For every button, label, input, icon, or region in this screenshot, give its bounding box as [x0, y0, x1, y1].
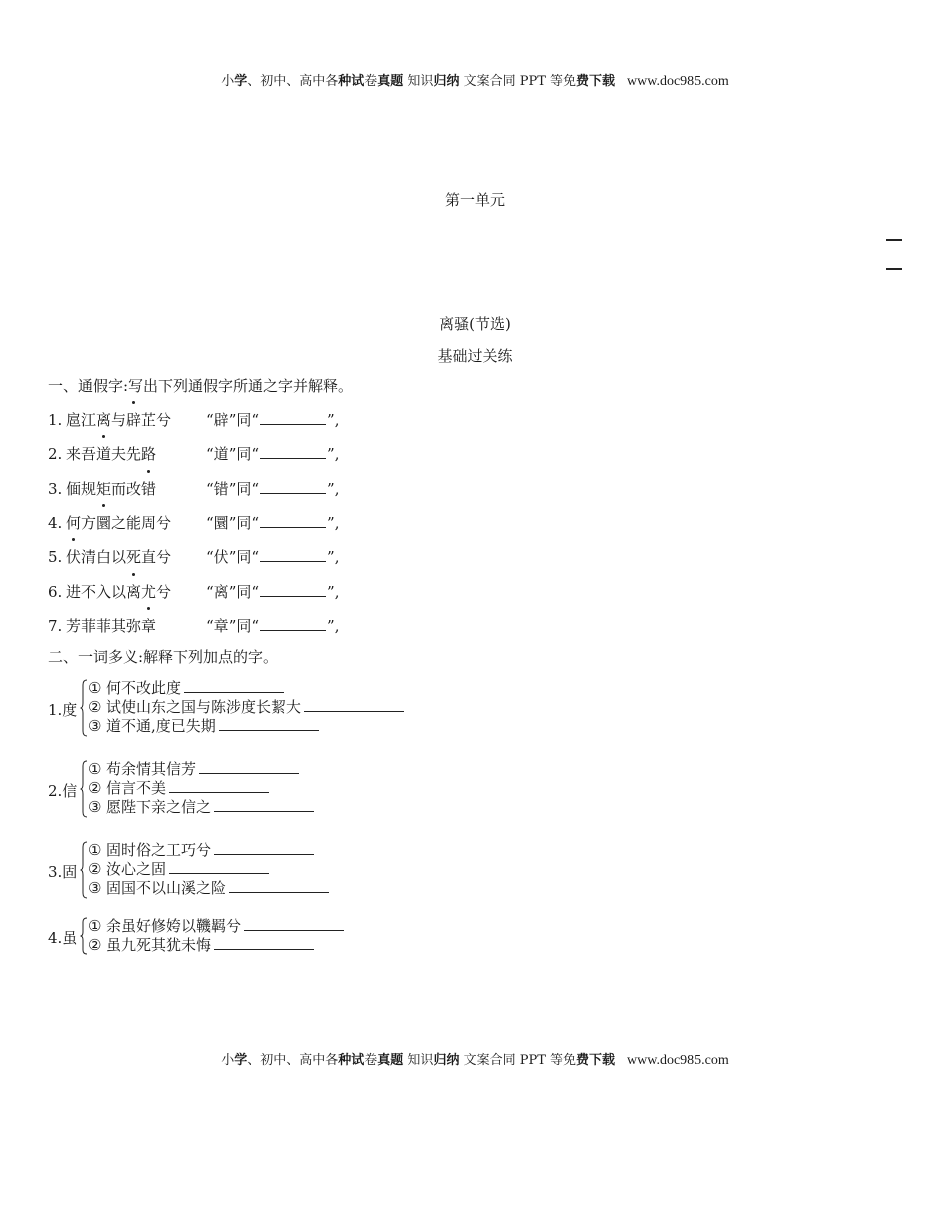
answer-line[interactable]	[219, 717, 319, 731]
circle-number: ③	[88, 879, 102, 897]
item-number: 4.	[48, 514, 63, 532]
quote-char: 圜	[213, 514, 229, 532]
item-number: 3.	[48, 480, 63, 498]
item-text: 汝心之固	[106, 860, 167, 878]
group-label: 3.固	[48, 863, 78, 881]
footer-text-8: 归纳	[433, 1053, 460, 1068]
footer-text-10: 费下载	[576, 1053, 616, 1068]
circle-number: ③	[88, 717, 102, 735]
item-number: 7.	[48, 617, 63, 635]
answer-line[interactable]	[199, 760, 299, 774]
answer-blank[interactable]	[260, 616, 326, 631]
dotted-char: 道	[96, 445, 112, 463]
circle-number: ②	[88, 698, 102, 716]
footer-text-2: 学	[234, 1053, 248, 1068]
group-label: 4.虽	[48, 929, 78, 947]
answer-line[interactable]	[214, 841, 314, 855]
dotted-char: 章	[141, 617, 157, 635]
group-label: 1.度	[48, 701, 78, 719]
answer-line[interactable]	[244, 917, 344, 931]
footer-text-4: 种试	[338, 1053, 365, 1068]
quote-mid: ”同“	[228, 548, 260, 566]
circle-number: ①	[88, 841, 102, 859]
polysemy-item	[88, 860, 269, 879]
item-text: 信言不美	[106, 779, 167, 797]
quote-open: “	[206, 411, 214, 429]
quote-open: “	[206, 445, 214, 463]
answer-blank[interactable]	[260, 444, 326, 459]
section2-heading: 二、一词多义:解释下列加点的字。	[48, 648, 279, 666]
item-text: 试使山东之国与陈涉度长絜大	[106, 698, 302, 716]
circle-number: ①	[88, 917, 102, 935]
polysemy-item	[88, 779, 269, 798]
item-text: 苟余情其信芳	[106, 760, 197, 778]
sentence-post: 尤兮	[141, 583, 172, 601]
header-text-1: 小	[221, 74, 235, 89]
quote-close: ”,	[327, 617, 340, 635]
quote-open: “	[206, 548, 214, 566]
circle-number: ③	[88, 798, 102, 816]
header-text-8: 归纳	[433, 74, 460, 89]
item-text: 何不改此度	[106, 679, 182, 697]
side-mark-2	[886, 268, 902, 270]
answer-line[interactable]	[169, 779, 269, 793]
quote-char: 离	[213, 583, 229, 601]
sentence-pre: 进不入以	[66, 583, 127, 601]
header-text-10: 费下载	[576, 74, 616, 89]
circle-number: ①	[88, 679, 102, 697]
dotted-char: 错	[141, 480, 157, 498]
dotted-char: 圜	[96, 514, 112, 532]
quote-char: 章	[213, 617, 229, 635]
unit-title: 第一单元	[444, 191, 505, 209]
quote-close: ”,	[327, 445, 340, 463]
footer-text-6: 真题	[377, 1053, 404, 1068]
polysemy-item	[88, 936, 314, 955]
header-text-2: 学	[234, 74, 248, 89]
quote-close: ”,	[327, 411, 340, 429]
page-header	[0, 70, 950, 90]
sentence-pre: 扈江离与	[66, 411, 127, 429]
quote-mid: ”同“	[228, 514, 260, 532]
sentence-pre: 来吾	[66, 445, 97, 463]
footer-text-3: 、初中、高中各	[247, 1053, 339, 1068]
dotted-char: 离	[126, 583, 142, 601]
brace-icon	[80, 841, 88, 899]
quote-open: “	[206, 583, 214, 601]
quote-char: 辟	[213, 411, 229, 429]
side-mark-1	[886, 239, 902, 241]
quote-mid: ”同“	[228, 480, 260, 498]
quote-open: “	[206, 480, 214, 498]
page-footer	[0, 1049, 950, 1069]
polysemy-item	[88, 879, 329, 898]
answer-blank[interactable]	[260, 582, 326, 597]
dotted-char: 辟	[126, 411, 142, 429]
answer-blank[interactable]	[260, 410, 326, 425]
header-text-3: 、初中、高中各	[247, 74, 339, 89]
quote-close: ”,	[327, 583, 340, 601]
footer-text-9: 文案合同 PPT 等免	[459, 1053, 577, 1068]
answer-line[interactable]	[184, 679, 284, 693]
header-text-9: 文案合同 PPT 等免	[459, 74, 577, 89]
quote-char: 错	[213, 480, 229, 498]
answer-line[interactable]	[214, 798, 314, 812]
quote-open: “	[206, 514, 214, 532]
sentence-post: 芷兮	[141, 411, 172, 429]
sentence-pre: 何方	[66, 514, 97, 532]
sentence-post: 夫先路	[111, 445, 157, 463]
item-text: 余虽好修姱以鞿羁兮	[106, 917, 242, 935]
quote-char: 道	[213, 445, 229, 463]
polysemy-item	[88, 841, 314, 860]
item-text: 虽九死其犹未悔	[106, 936, 212, 954]
answer-line[interactable]	[169, 860, 269, 874]
item-text: 固国不以山溪之险	[106, 879, 227, 897]
brace-icon	[80, 679, 88, 737]
quote-open: “	[206, 617, 214, 635]
polysemy-item	[88, 698, 404, 717]
polysemy-item	[88, 760, 299, 779]
header-text-5: 卷	[364, 74, 378, 89]
answer-blank[interactable]	[260, 513, 326, 528]
footer-text-1: 小	[221, 1053, 235, 1068]
answer-blank[interactable]	[260, 479, 326, 494]
group-label: 2.信	[48, 782, 78, 800]
brace-icon	[80, 760, 88, 818]
polysemy-item	[88, 917, 344, 936]
dotted-char: 伏	[66, 548, 82, 566]
quote-close: ”,	[327, 548, 340, 566]
sentence-pre: 芳菲菲其弥	[66, 617, 142, 635]
item-text: 道不通,度已失期	[106, 717, 216, 735]
answer-line[interactable]	[229, 879, 329, 893]
polysemy-item	[88, 798, 314, 817]
item-text: 固时俗之工巧兮	[106, 841, 212, 859]
sentence-post: 清白以死直兮	[81, 548, 172, 566]
quote-close: ”,	[327, 480, 340, 498]
item-number: 2.	[48, 445, 63, 463]
item-number: 1.	[48, 411, 63, 429]
sentence-pre: 偭规矩而改	[66, 480, 142, 498]
header-url: www.doc985.com	[627, 74, 729, 89]
lesson-title: 离骚(节选)	[439, 315, 511, 333]
circle-number: ②	[88, 860, 102, 878]
circle-number: ①	[88, 760, 102, 778]
answer-line[interactable]	[214, 936, 314, 950]
polysemy-item	[88, 717, 319, 736]
quote-close: ”,	[327, 514, 340, 532]
header-text-4: 种试	[338, 74, 365, 89]
circle-number: ②	[88, 779, 102, 797]
quote-mid: ”同“	[228, 617, 260, 635]
circle-number: ②	[88, 936, 102, 954]
quote-char: 伏	[213, 548, 229, 566]
exercise-title: 基础过关练	[437, 347, 513, 365]
footer-text-7: 知识	[403, 1053, 434, 1068]
item-number: 5.	[48, 548, 63, 566]
sentence-post: 之能周兮	[111, 514, 172, 532]
footer-url: www.doc985.com	[627, 1053, 729, 1068]
header-text-6: 真题	[377, 74, 404, 89]
polysemy-item	[88, 679, 284, 698]
footer-text-5: 卷	[364, 1053, 378, 1068]
quote-mid: ”同“	[228, 445, 260, 463]
answer-line[interactable]	[304, 698, 404, 712]
section1-heading: 一、通假字:写出下列通假字所通之字并解释。	[48, 377, 354, 395]
brace-icon	[80, 917, 88, 955]
header-text-7: 知识	[403, 74, 434, 89]
item-number: 6.	[48, 583, 63, 601]
item-text: 愿陛下亲之信之	[106, 798, 212, 816]
quote-mid: ”同“	[228, 583, 260, 601]
answer-blank[interactable]	[260, 547, 326, 562]
quote-mid: ”同“	[228, 411, 260, 429]
